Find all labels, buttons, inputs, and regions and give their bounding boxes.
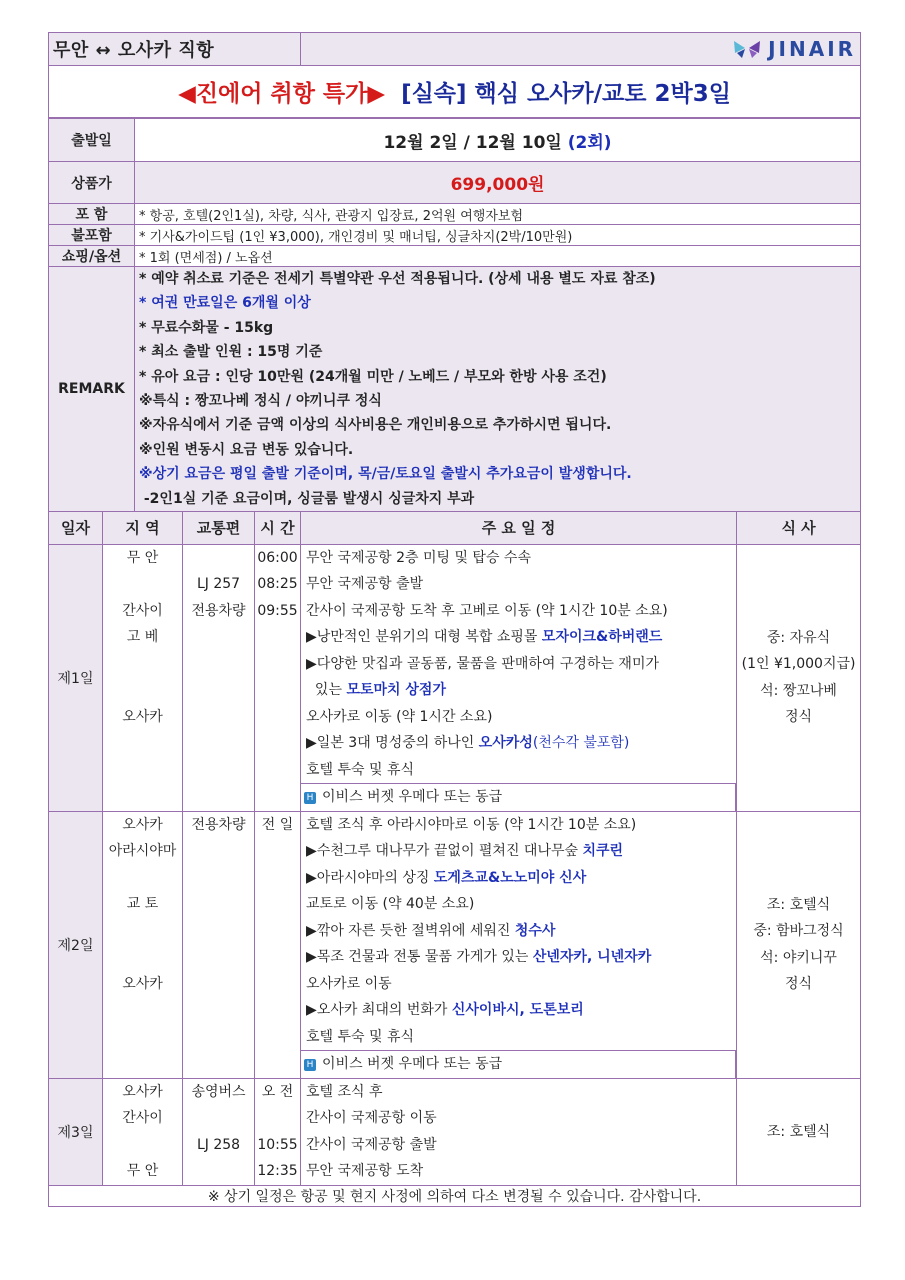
meal-line: 정식 [785,709,813,726]
shopping-row [49,246,861,267]
region-cell: 무 안 [126,549,159,566]
time-cell: 12:35 [257,1163,298,1180]
meal-line: 석: 짱꼬나베 [760,682,837,699]
day-1-row [49,544,861,811]
transport-cell: LJ 257 [196,576,241,593]
include-label: 포 함 [49,204,135,225]
time-cell: 06:00 [257,549,298,566]
remark-line: ※특식 : 짱꼬나베 정식 / 야끼니쿠 정식 [139,392,382,409]
meal-line: 석: 야키니꾸 [760,949,837,966]
hotel-icon: H [304,1059,316,1071]
itinerary-text: 호텔 투숙 및 휴식 [306,761,415,778]
shopping-value: * 1회 (면세점) / 노옵션 [135,246,861,267]
region-cell [103,944,182,971]
hotel-line [301,783,736,811]
include-row [49,204,861,225]
itinerary-text: ▶다양한 맛집과 골동품, 물품을 판매하여 구경하는 재미가 [306,655,659,672]
day-label: 제1일 [49,544,103,811]
itinerary-text: 무안 국제공항 2층 미팅 및 탑승 수속 [306,549,531,566]
col-day: 일자 [49,511,103,544]
time-cell: 09:55 [257,602,298,619]
col-itinerary: 주 요 일 정 [301,511,737,544]
itinerary-text: ▶목조 건물과 전통 물품 가게가 있는 [306,949,533,966]
departure-dates: 12월 2일 / 12월 10일 [383,132,562,153]
meal-line: 조: 호텔식 [766,896,831,913]
col-region: 지 역 [103,511,183,544]
region-cell: 오사카 [122,975,163,992]
region-cell: 오사카 [122,708,163,725]
time-cell: 전 일 [261,816,294,833]
remark-line: ※인원 변동시 요금 변동 있습니다. [139,441,354,458]
tour-sheet [48,32,860,1207]
region-cell [103,571,182,598]
price-row [49,162,861,204]
remark-row [49,267,861,512]
transport-cell [183,1105,254,1132]
header-row [49,33,861,66]
region-cell [103,865,182,892]
transport-cell: 전용차량 [191,816,246,833]
sight-highlight: 모자이크&하버랜드 [541,629,663,646]
col-meal: 식 사 [737,511,861,544]
hotel-name: 이비스 버젯 우메다 또는 동급 [322,1056,503,1073]
day-2-row [49,811,861,1078]
meal-line: 중: 자유식 [766,629,831,646]
meal-line: 정식 [785,976,813,993]
departure-count: (2회) [567,132,612,153]
itinerary-text: ▶아라시야마의 상징 [306,869,434,886]
footer-note: ※ 상기 일정은 항공 및 현지 사정에 의하여 다소 변경될 수 있습니다. 감사합니다. [49,1185,861,1206]
itinerary-text: 호텔 투숙 및 휴식 [306,1028,415,1045]
transport-cell: 전용차량 [191,602,246,619]
sight-highlight: 모토마치 상점가 [346,682,446,699]
itinerary-text: 있는 [306,682,347,699]
sight-highlight: 치쿠린 [582,843,624,860]
itinerary-text: ▶깎아 자른 듯한 절벽위에 세워진 [306,922,515,939]
transport-cell: LJ 258 [196,1136,241,1153]
sight-highlight: 신사이바시, 도톤보리 [451,1002,584,1019]
remark-line: * 무료수화물 - 15kg [139,319,274,336]
departure-label: 출발일 [49,119,135,162]
remark-line: ※상기 요금은 평일 출발 기준이며, 목/금/토요일 출발시 추가요금이 발생합니다. [139,466,632,483]
itinerary-text: 무안 국제공항 출발 [306,576,424,593]
day-label: 제3일 [49,1078,103,1185]
logo-text: JINAIR [768,37,857,61]
price-label: 상품가 [49,162,135,204]
butterfly-icon [732,39,762,59]
itinerary-text: 오사카로 이동 [306,975,392,992]
itinerary-text: 무안 국제공항 도착 [306,1163,424,1180]
main-title: [실속] 핵심 오사카/교토 2박3일 [401,81,731,107]
region-cell: 무 안 [126,1163,159,1180]
exclude-row [49,225,861,246]
time-cell: 오 전 [261,1083,294,1100]
transport-cell: 송영버스 [191,1083,246,1100]
meal-line: 중: 함바그정식 [753,923,844,940]
hotel-icon: H [304,792,316,804]
itinerary-text: 간사이 국제공항 이동 [306,1110,437,1127]
itinerary-text: 호텔 조식 후 아라시야마로 이동 (약 1시간 10분 소요) [306,816,637,833]
remark-line: * 최소 출발 인원 : 15명 기준 [139,344,323,361]
itinerary-text: ▶일본 3대 명성중의 하나인 [306,735,479,752]
hotel-line [301,1050,736,1078]
region-cell: 오사카 [122,816,163,833]
meal-line: 조: 호텔식 [766,1123,831,1140]
remark-line: -2인1실 기준 요금이며, 싱글룸 발생시 싱글차지 부과 [139,490,475,507]
region-cell [103,677,182,704]
day-label: 제2일 [49,811,103,1078]
remark-label: REMARK [49,267,135,512]
transport-cell [183,1158,254,1185]
region-cell [103,1132,182,1159]
sight-highlight: 도게츠교&노노미야 신사 [433,869,587,886]
time-cell [255,1105,300,1132]
itinerary-text: 오사카로 이동 (약 1시간 소요) [306,708,493,725]
transport-cell [183,545,254,572]
tour-title [49,66,861,118]
time-cell: 10:55 [257,1136,298,1153]
itinerary-text: ▶오사카 최대의 번화가 [306,1002,452,1019]
jinair-logo [305,37,856,61]
exclude-label: 불포함 [49,225,135,246]
col-time: 시 간 [255,511,301,544]
itinerary-text: ▶수천그루 대나무가 끝없이 펼쳐진 대나무숲 [306,843,583,860]
schedule-header [49,511,861,544]
hotel-name: 이비스 버젯 우메다 또는 동급 [322,789,503,806]
region-cell: 오사카 [122,1083,163,1100]
col-transport: 교통편 [183,511,255,544]
title-row [49,66,861,118]
region-cell: 고 베 [126,629,159,646]
route-title: 무안 ↔ 오사카 직항 [49,33,301,66]
itinerary-text: 간사이 국제공항 출발 [306,1136,437,1153]
promo-label: ◀진에어 취항 특가▶ [178,81,386,107]
itinerary-text: 호텔 조식 후 [306,1083,383,1100]
sight-highlight: 청수사 [514,922,556,939]
tour-table [48,32,861,1207]
remark-line: * 유아 요금 : 인당 10만원 (24개월 미만 / 노베드 / 부모와 한방 사용 조건) [139,368,607,385]
sight-note: (천수각 불포함) [532,735,630,752]
price-value: 699,000원 [135,162,861,204]
region-cell: 교 토 [126,896,159,913]
remark-line: * 예약 취소료 기준은 전세기 특별약관 우선 적용됩니다. (상세 내용 별도 자료 참조) [139,271,656,287]
region-cell: 간사이 [122,1110,163,1127]
itinerary-text: 교토로 이동 (약 40분 소요) [306,896,475,913]
region-cell [103,918,182,945]
remark-line: * 여권 만료일은 6개월 이상 [139,295,311,312]
remark-line: ※자유식에서 기준 금액 이상의 식사비용은 개인비용으로 추가하시면 됩니다. [139,417,612,434]
shopping-label: 쇼핑/옵션 [49,246,135,267]
departure-row [49,119,861,162]
itinerary-text: 간사이 국제공항 도착 후 고베로 이동 (약 1시간 10분 소요) [306,602,668,619]
time-cell: 08:25 [257,576,298,593]
itinerary-text: ▶낭만적인 분위기의 대형 복합 쇼핑몰 [306,629,542,646]
region-cell [103,651,182,678]
footer-row [49,1185,861,1206]
region-cell: 간사이 [122,602,163,619]
day-3-row [49,1078,861,1185]
region-cell: 아라시야마 [108,843,177,860]
meal-line: (1인 ¥1,000지급) [741,656,856,673]
exclude-value: * 기사&가이드팁 (1인 ¥3,000), 개인경비 및 매너팁, 싱글차지(2박/10만원) [135,225,861,246]
sight-highlight: 오사카성 [478,735,533,752]
include-value: * 항공, 호텔(2인1실), 차량, 식사, 관광지 입장료, 2억원 여행자보험 [135,204,861,225]
sight-highlight: 산넨자카, 니넨자카 [532,949,652,966]
